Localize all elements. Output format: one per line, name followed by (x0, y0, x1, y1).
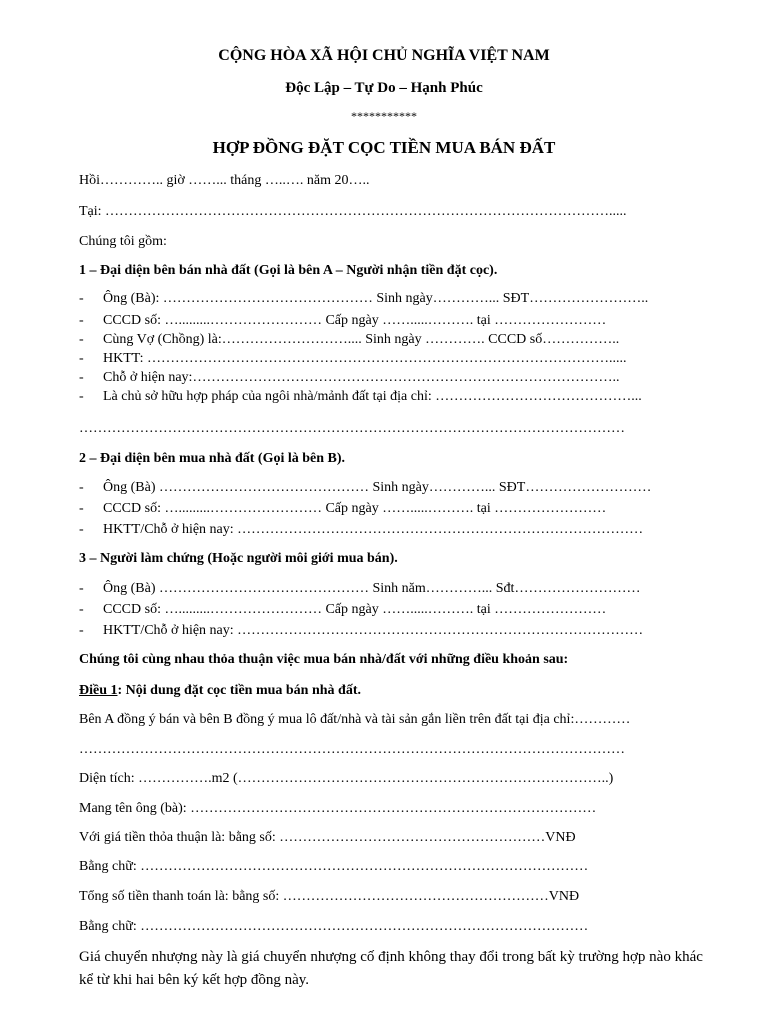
document-title: HỢP ĐỒNG ĐẶT CỌC TIỀN MUA BÁN ĐẤT (212, 138, 556, 157)
nation-title: CỘNG HÒA XÃ HỘI CHỦ NGHĨA VIỆT NAM (218, 47, 550, 64)
article-1-closing-paragraph: Giá chuyển nhượng này là giá chuyển nhượng cố định không thay đổi trong bất kỳ trường hợp nào khác kể từ khi hai bên ký kết hợp đồng này. (79, 949, 703, 988)
intro-time: Hồi………….. giờ ……... tháng …..…. năm 20….. (79, 173, 370, 188)
stars-divider: *********** (351, 109, 417, 123)
witness-heading: 3 – Người làm chứng (Hoặc người môi giới mua bán). (79, 551, 398, 566)
bullet-dash: - (79, 522, 84, 537)
bullet-dash: - (79, 351, 84, 366)
witness-address-line: HKTT/Chỗ ở hiện nay: …………………………………………………………………………… (103, 623, 644, 638)
motto: Độc Lập – Tự Do – Hạnh Phúc (285, 80, 483, 96)
article-1-area-line: Diện tích: …………….m2 (……………………………………………………………………..) (79, 771, 614, 786)
article-1-price-words-line: Bằng chữ: …………………………………………………………………………………… (79, 859, 589, 874)
bullet-dash: - (79, 602, 84, 617)
article-1-total-number-line: Tổng số tiền thanh toán là: bằng số: …………………………………………………VNĐ (79, 889, 580, 904)
party-a-residence-line: HKTT: ………………………………………………………………………………………..... (103, 351, 627, 366)
party-a-continuation: ……………………………………………………………………………………………………… (79, 421, 625, 436)
intro-place: Tại: ………………………………………………………………………………………………..... (79, 204, 627, 219)
bullet-dash: - (79, 389, 84, 404)
party-a-name-line: Ông (Bà): ……………………………………… Sinh ngày…………... SĐT…………………….. (103, 291, 649, 306)
party-b-heading: 2 – Đại diện bên mua nhà đất (Gọi là bên B). (79, 451, 346, 466)
party-a-heading: 1 – Đại diện bên bán nhà đất (Gọi là bên A – Người nhận tiền đặt cọc). (79, 263, 498, 278)
party-a-ownership-line: Là chủ sở hữu hợp pháp của ngôi nhà/mảnh đất tại địa chỉ: ……………………………………... (103, 389, 642, 404)
article-1-total-words-line: Bằng chữ: …………………………………………………………………………………… (79, 919, 589, 934)
article-1-heading (79, 682, 361, 700)
party-a-current-address-line: Chỗ ở hiện nay:……………………………………………………………………………….. (103, 370, 620, 385)
party-b-id-line: CCCD số: ….........…………………… Cấp ngày …….....………. tại …………………… (103, 501, 607, 516)
party-a-spouse-line: Cùng Vợ (Chồng) là:……………………….... Sinh ngày …………. CCCD số…………….. (103, 332, 620, 347)
party-a-id-line: CCCD số: ….........…………………… Cấp ngày …….....………. tại …………………… (103, 313, 607, 328)
bullet-dash: - (79, 370, 84, 385)
bullet-dash: - (79, 581, 84, 596)
bullet-dash: - (79, 291, 84, 306)
bullet-dash: - (79, 332, 84, 347)
article-1-price-number-line: Với giá tiền thỏa thuận là: bằng số: …………………………………………………VNĐ (79, 830, 576, 845)
party-b-name-line: Ông (Bà) ……………………………………… Sinh ngày…………... SĐT……………………… (103, 480, 652, 495)
article-1-label: Điều 1 (79, 683, 118, 698)
bullet-dash: - (79, 501, 84, 516)
party-b-address-line: HKTT/Chỗ ở hiện nay: …………………………………………………………………………… (103, 522, 644, 537)
witness-name-line: Ông (Bà) ……………………………………… Sinh năm…………... Sđt……………………… (103, 581, 641, 596)
article-1-address-continuation: ……………………………………………………………………………………………………… (79, 742, 625, 757)
agreement-statement: Chúng tôi cùng nhau thỏa thuận việc mua bán nhà/đất với những điều khoản sau: (79, 652, 569, 667)
intro-we: Chúng tôi gồm: (79, 234, 167, 249)
article-1-owner-line: Mang tên ông (bà): …………………………………………………………………………… (79, 801, 597, 816)
witness-id-line: CCCD số: ….........…………………… Cấp ngày …….....………. tại …………………… (103, 602, 607, 617)
article-1-title: : Nội dung đặt cọc tiền mua bán nhà đất. (117, 683, 361, 698)
article-1-property-line: Bên A đồng ý bán và bên B đồng ý mua lô đất/nhà và tài sản gắn liền trên đất tại địa chỉ:………… (79, 712, 631, 727)
bullet-dash: - (79, 313, 84, 328)
bullet-dash: - (79, 623, 84, 638)
bullet-dash: - (79, 480, 84, 495)
